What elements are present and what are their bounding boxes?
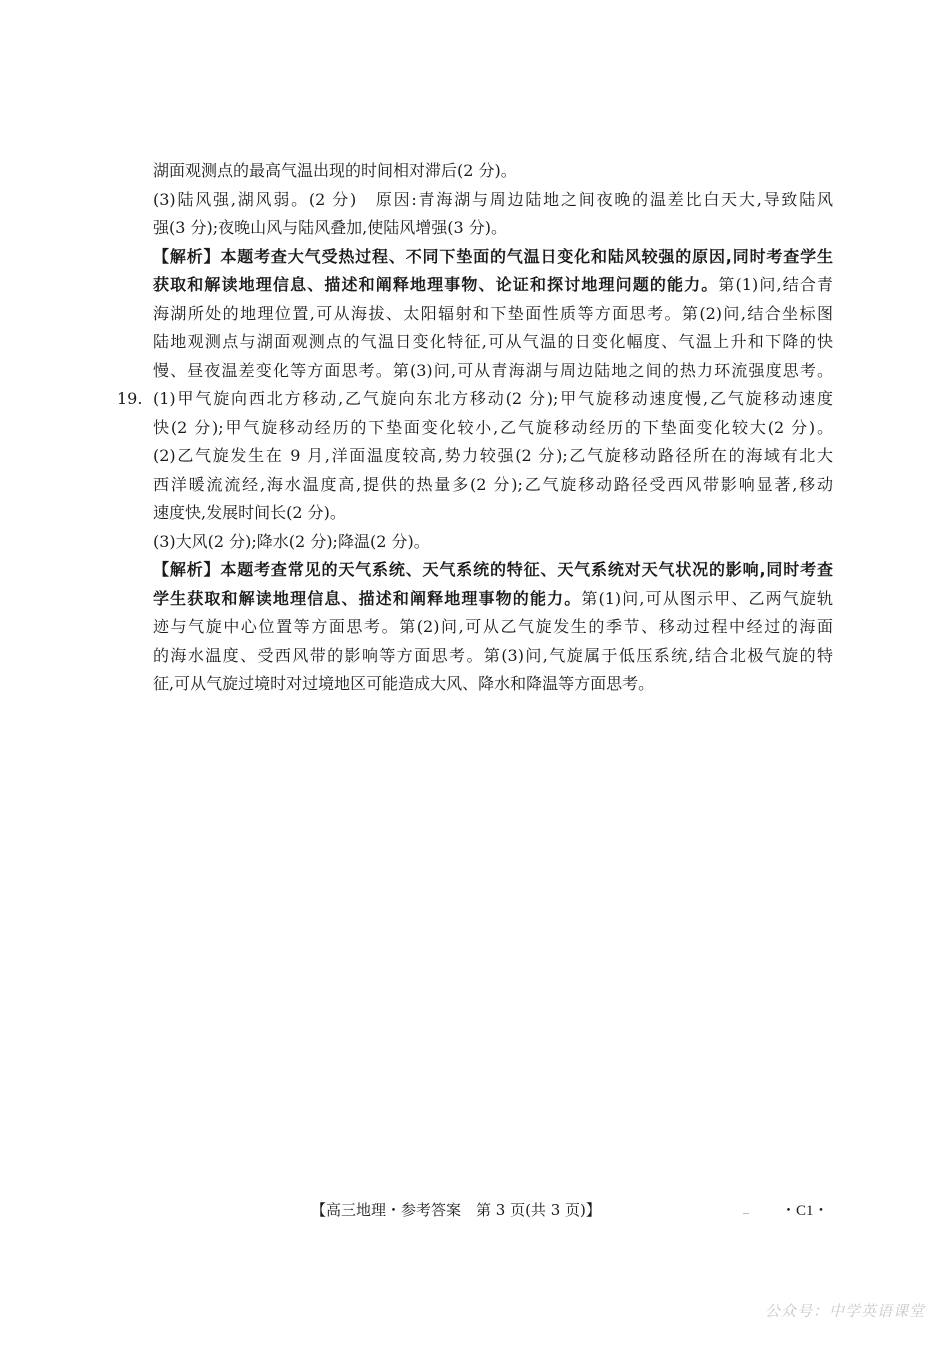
footer-page-info: 【高三地理・参考答案 第 3 页(共 3 页)】 — [311, 1201, 601, 1219]
q19-line-6: (3)大风(2 分);降水(2 分);降温(2 分)。 — [153, 531, 430, 551]
watermark: 公众号：中学英语课堂 — [765, 1302, 926, 1320]
footer-divider — [743, 1213, 749, 1214]
q19-line-1 — [117, 385, 833, 414]
q18-analysis-rest: 第(1)问,结合青 — [718, 275, 833, 294]
q19-analysis-line-3: 迹与气旋中心位置等方面思考。第(2)问,可从乙气旋发生的季节、移动过程中经过的海面 — [153, 617, 833, 636]
q18-line-3: 强(3 分);夜晚山风与陆风叠加,使陆风增强(3 分)。 — [153, 218, 507, 237]
q19-line-4: 西洋暖流流经,海水温度高,提供的热量多(2 分);乙气旋移动路径受西风带影响显著,移动 — [153, 474, 833, 494]
q19-analysis-label: 【解析】 — [153, 560, 221, 579]
q18-analysis-bold: 本题考查大气受热过程、不同下垫面的气温日变化和陆风较强的原因,同时考查学生 — [220, 246, 833, 266]
q19-analysis-bold: 本题考查常见的天气系统、天气系统的特征、天气系统对天气状况的影响,同时考查 — [220, 560, 833, 579]
q18-analysis-line-5: 慢、昼夜温差变化等方面思考。第(3)问,可从青海湖与周边陆地之间的热力环流强度思考。 — [153, 360, 833, 380]
q19-line-5: 速度快,发展时间长(2 分)。 — [153, 503, 346, 522]
q18-analysis-line-1 — [153, 243, 833, 272]
q18-analysis-bold-2: 获取和解读地理信息、描述和阐释地理事物、论证和探讨地理问题的能力。 — [153, 275, 719, 294]
q19-line-3: (2)乙气旋发生在 9 月,洋面温度较高,势力较强(2 分);乙气旋移动路径所在的海域有北大 — [153, 446, 833, 465]
q19-analysis-bold-2: 学生获取和解读地理信息、描述和阐释地理事物的能力。 — [153, 588, 582, 608]
q19-analysis-rest: 第(1)问,可从图示甲、乙两气旋轨 — [581, 588, 833, 608]
q19-analysis-line-2 — [153, 585, 833, 614]
q18-analysis-line-3: 海湖所处的地理位置,可从海拔、太阳辐射和下垫面性质等方面思考。第(2)问,结合坐标图 — [153, 303, 833, 323]
q19-analysis-line-4: 的海水温度、受西风带的影响等方面思考。第(3)问,气旋属于低压系统,结合北极气旋的特 — [153, 645, 833, 665]
q18-line-1: 湖面观测点的最高气温出现的时间相对滞后(2 分)。 — [153, 161, 517, 180]
q19-line-2: 快(2 分);甲气旋移动经历的下垫面变化较小,乙气旋移动经历的下垫面变化较大(2 分)。 — [153, 417, 833, 437]
q18-line-2: (3)陆风强,湖风弱。(2 分) 原因:青海湖与周边陆地之间夜晚的温差比白天大,导致陆风 — [153, 189, 833, 209]
q19-analysis-line-5: 征,可从气旋过境时对过境地区可能造成大风、降水和降温等方面思考。 — [153, 674, 655, 693]
q19-line-1-text: (1)甲气旋向西北方移动,乙气旋向东北方移动(2 分);甲气旋移动速度慢,乙气旋移动速度 — [153, 389, 833, 408]
answer-body — [117, 157, 833, 699]
q19-number: 19. — [117, 389, 143, 408]
q19-analysis-line-1 — [153, 556, 833, 585]
q18-analysis-line-2 — [153, 271, 833, 300]
page-footer — [0, 1199, 950, 1221]
q18-analysis-line-4: 陆地观测点与湖面观测点的气温日变化特征,可从气温的日变化幅度、气温上升和下降的快 — [153, 332, 833, 351]
footer-version-code: ・C1・ — [781, 1203, 829, 1219]
q18-analysis-label: 【解析】 — [153, 246, 221, 266]
